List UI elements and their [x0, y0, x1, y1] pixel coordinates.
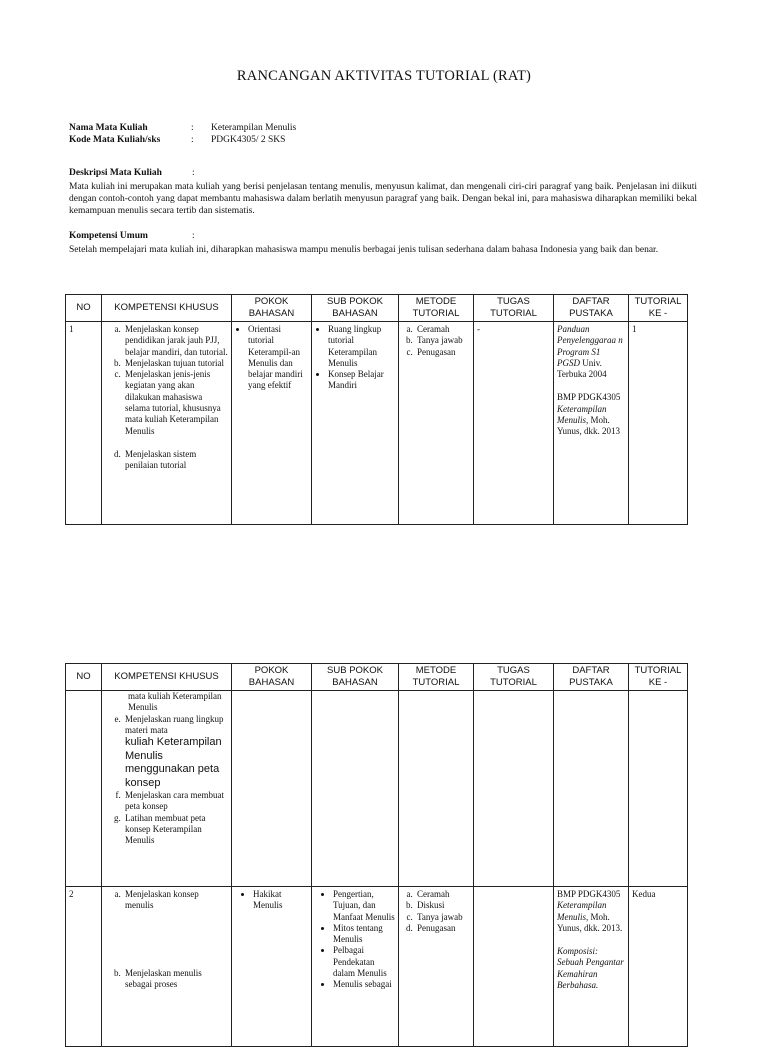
course-name-row — [69, 122, 296, 134]
list-item: • Konsep Belajar Mandiri — [328, 369, 395, 392]
metode-list — [402, 889, 470, 934]
course-name-value: Keterampilan Menulis — [211, 123, 297, 133]
list-item: • Pengertian, Tujuan, dan Manfaat Menulis — [333, 889, 395, 923]
list-item: g. Latihan membuat peta konsep Keterampilan Menulis — [123, 813, 228, 847]
list-item: b. Menjelaskan tujuan tutorial — [123, 358, 228, 369]
pustaka-author: Moh. Yunus, dkk. 2013. — [557, 911, 623, 933]
description-text: Mata kuliah ini merupakan mata kuliah yang berisi penjelasan tentang menulis, menyusun kalimat, dan mengenali ciri-ciri paragraf yang baik. Penjelasan ini diikuti dengan contoh-contoh yang dapat membantu mahasiswa dalam berlatih menyusun paragraf yang baik. Dengan bekal ini, para mahasiswa diharapkan memiliki bekal kemampuan menulis secara tertib dan sistematis. — [69, 182, 697, 216]
general-competence-heading-text: Kompetensi Umum — [69, 231, 148, 241]
cell-tugas — [474, 691, 554, 887]
pustaka-author: Moh. Yunus, dkk. 2013 — [557, 415, 621, 437]
cell-daftar-pustaka — [554, 691, 629, 887]
list-item: f. Menjelaskan cara membuat peta konsep — [123, 790, 228, 813]
header-kompetensi: KOMPETENSI KHUSUS — [102, 664, 232, 691]
list-item: a. Ceramah — [415, 324, 470, 335]
continued-text: mata kuliah Keterampilan Menulis — [128, 691, 222, 713]
list-item: c. Penugasan — [415, 347, 470, 358]
header-kompetensi: KOMPETENSI KHUSUS — [102, 295, 232, 322]
cell-kompetensi — [102, 322, 232, 525]
cell-subpokok — [312, 887, 399, 1047]
general-competence-heading — [69, 231, 195, 241]
header-subpokok: SUB POKOK BAHASAN — [312, 295, 399, 322]
cell-no: 2 — [66, 887, 102, 1047]
list-item: c. Tanya jawab — [415, 912, 470, 923]
colon: : — [192, 168, 195, 178]
list-item: c. Menjelaskan jenis-jenis kegiatan yang akan dilakukan mahasiswa selama tutorial, khususnya mata kuliah Keterampilan Menulis — [123, 369, 228, 437]
course-code-label: Kode Mata Kuliah/sks — [69, 135, 161, 145]
colon: : — [191, 123, 194, 133]
pustaka-source: Univ. Terbuka 2004 — [557, 357, 607, 380]
header-pokok: POKOK BAHASAN — [232, 664, 312, 691]
cell-no: 1 — [66, 322, 102, 525]
kompetensi-list — [105, 324, 228, 472]
cell-metode — [399, 691, 474, 887]
header-tugas: TUGAS TUTORIAL — [474, 664, 554, 691]
header-no: NO — [66, 664, 102, 691]
subpokok-list — [315, 324, 395, 392]
cell-tutorial-ke: 1 — [629, 322, 688, 525]
table-row — [66, 691, 688, 887]
header-tutorial-ke: TUTORIAL KE - — [629, 664, 688, 691]
pustaka-code: BMP PDGK4305 — [557, 889, 621, 899]
list-item: • Hakikat Menulis — [253, 889, 308, 912]
cell-subpokok — [312, 691, 399, 887]
course-info — [69, 122, 296, 146]
list-item: b. Tanya jawab — [415, 335, 470, 346]
cell-tugas — [474, 887, 554, 1047]
course-code-row — [69, 134, 296, 146]
rat-table-1 — [65, 294, 688, 525]
list-item: • Mitos tentang Menulis — [333, 923, 395, 946]
header-subpokok: SUB POKOK BAHASAN — [312, 664, 399, 691]
cell-pokok — [232, 887, 312, 1047]
list-item: • Ruang lingkup tutorial Keterampilan Menulis — [328, 324, 395, 369]
page-title: RANCANGAN AKTIVITAS TUTORIAL (RAT) — [236, 68, 532, 84]
pokok-list — [235, 889, 308, 912]
cell-daftar-pustaka — [554, 322, 629, 525]
header-no: NO — [66, 295, 102, 322]
list-item: • Menulis sebagai — [333, 979, 395, 990]
cell-tutorial-ke — [629, 691, 688, 887]
item-text-large: kuliah Keterampilan Menulis menggunakan peta konsep — [125, 736, 222, 789]
pustaka-entry — [557, 392, 625, 437]
header-tugas: TUGAS TUTORIAL — [474, 295, 554, 322]
list-item: • Orientasi tutorial Keterampil-an Menulis dan belajar mandiri yang efektif — [248, 324, 308, 392]
table-row — [66, 887, 688, 1047]
cell-pokok — [232, 691, 312, 887]
kompetensi-list — [105, 889, 228, 990]
list-item: b. Menjelaskan menulis sebagai proses — [123, 968, 228, 991]
pokok-list — [235, 324, 308, 392]
list-item: • Pelbagai Pendekatan dalam Menulis — [333, 945, 395, 979]
list-item: a. Menjelaskan konsep menulis — [123, 889, 228, 912]
colon: : — [191, 135, 194, 145]
subpokok-list — [315, 889, 395, 991]
cell-tugas: - — [474, 322, 554, 525]
cell-kompetensi — [102, 887, 232, 1047]
pustaka-title: Keterampilan Menulis, — [557, 403, 607, 426]
header-metode: METODE TUTORIAL — [399, 664, 474, 691]
pustaka-title: Komposisi: Sebuah Pengantar Kemahiran Berbahasa. — [557, 946, 624, 991]
header-metode: METODE TUTORIAL — [399, 295, 474, 322]
list-item: a. Menjelaskan konsep pendidikan jarak jauh PJJ, belajar mandiri, dan tutorial. — [123, 324, 228, 358]
colon: : — [192, 231, 195, 241]
header-tutorial-ke: TUTORIAL KE - — [629, 295, 688, 322]
pustaka-title: Keterampilan Menulis, — [557, 900, 607, 922]
cell-metode — [399, 887, 474, 1047]
header-daftar: DAFTAR PUSTAKA — [554, 664, 629, 691]
kompetensi-list — [105, 714, 228, 847]
pustaka-code: BMP PDGK4305 — [557, 392, 621, 403]
cell-daftar-pustaka — [554, 887, 629, 1047]
cell-tutorial-ke: Kedua — [629, 887, 688, 1047]
item-text: Menjelaskan ruang lingkup materi mata — [125, 713, 224, 735]
table-header-row — [66, 664, 688, 691]
cell-subpokok — [312, 322, 399, 525]
header-daftar: DAFTAR PUSTAKA — [554, 295, 629, 322]
pustaka-title: Panduan Penyelenggaraa n Program S1 PGSD — [557, 324, 623, 368]
list-item: a. Ceramah — [415, 889, 470, 900]
description-heading — [69, 168, 195, 178]
header-pokok: POKOK BAHASAN — [232, 295, 312, 322]
pustaka-entry — [557, 324, 625, 380]
list-item: b. Diskusi — [415, 900, 470, 911]
cell-pokok — [232, 322, 312, 525]
general-competence-text: Setelah mempelajari mata kuliah ini, diharapkan mahasiswa mampu menulis berbagai jenis tulisan sederhana dalam bahasa Indonesia yang baik dan benar. — [69, 245, 659, 255]
cell-kompetensi — [102, 691, 232, 887]
list-item: d. Penugasan — [415, 923, 470, 934]
description-heading-text: Deskripsi Mata Kuliah — [69, 168, 162, 178]
cell-metode — [399, 322, 474, 525]
table-row — [66, 322, 688, 525]
table-header-row — [66, 295, 688, 322]
course-code-value: PDGK4305/ 2 SKS — [211, 135, 286, 145]
rat-table-2 — [65, 663, 688, 1047]
list-item — [123, 714, 228, 791]
course-name-label: Nama Mata Kuliah — [69, 123, 148, 133]
cell-no — [66, 691, 102, 887]
list-item: d. Menjelaskan sistem penilaian tutorial — [123, 449, 228, 472]
metode-list — [402, 324, 470, 358]
